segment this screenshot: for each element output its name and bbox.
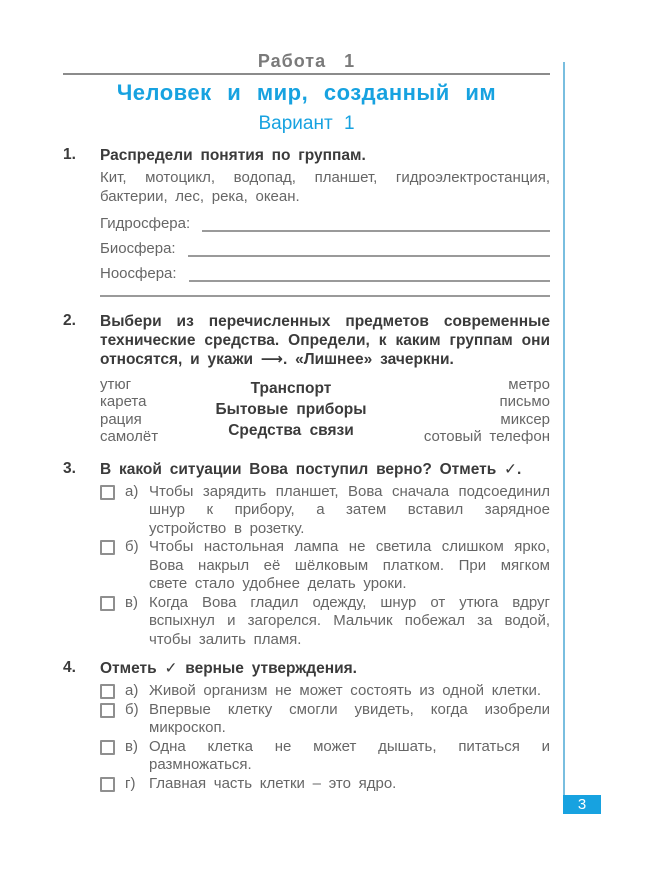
checkbox[interactable] [100, 740, 115, 755]
option-text: Одна клетка не может дышать, питаться и размножаться. [149, 737, 550, 773]
answer-line[interactable] [189, 280, 550, 282]
option-letter: в) [125, 593, 138, 611]
option-text: Когда Вова гладил одежду, шнур от утюга вдруг вспыхнул и загорелся. Мальчик побежал за водой, чтобы залить пламя. [149, 593, 550, 648]
option-b [100, 701, 550, 738]
answer-line[interactable] [100, 286, 550, 297]
option-text: Главная часть клетки – это ядро. [149, 774, 397, 792]
task-heading: Отметь ✓ верные утверждения. [100, 660, 357, 677]
fill-row [100, 236, 550, 261]
fill-label: Биосфера: [100, 240, 176, 257]
word-list: Кит, мотоцикл, водопад, планшет, гидроэлектростанция, бактерии, лес, река, океан. [100, 168, 550, 205]
word-item[interactable]: сотовый телефон [423, 428, 550, 445]
option-letter: а) [125, 482, 139, 500]
group-column [215, 376, 366, 446]
word-item[interactable]: метро [508, 375, 550, 393]
option-text: Живой организм не может состоять из одной клетки. [149, 682, 541, 699]
word-column-right [424, 376, 550, 446]
task-heading: Распредели понятия по группам. [100, 146, 366, 164]
task-number: 4. [63, 659, 76, 676]
option-a [100, 682, 550, 701]
page-number-badge: 3 [563, 795, 601, 814]
checkbox[interactable] [100, 596, 115, 611]
group-label[interactable]: Средства связи [228, 421, 354, 439]
word-item[interactable]: миксер [500, 410, 550, 428]
option-text: Чтобы настольная лампа не светила слишком ярко, Вова накрыл её шёлковым платком. При мягком свете стало удобнее делать уроки. [149, 538, 550, 592]
fill-row [100, 211, 550, 236]
word-item[interactable]: утюг [100, 375, 132, 393]
option-letter: а) [125, 682, 139, 699]
variant-label: Вариант 1 [258, 113, 355, 134]
task-1 [63, 146, 550, 297]
task-2 [63, 312, 550, 446]
page-edge-line [563, 62, 565, 796]
page-content [63, 52, 550, 793]
answer-line[interactable] [188, 255, 550, 257]
option-v [100, 594, 550, 650]
fill-label: Ноосфера: [100, 265, 177, 282]
option-g [100, 775, 550, 794]
option-letter: б) [125, 538, 139, 555]
checkbox[interactable] [100, 703, 115, 718]
task-heading: Выбери из перечисленных предметов современные технические средства. Определи, к каким группам они относятся, и укажи ⟶. «Лишнее» зачеркни. [100, 312, 550, 368]
checkbox[interactable] [100, 684, 115, 699]
task-number: 3. [63, 459, 76, 477]
fill-row [100, 261, 550, 286]
answer-line[interactable] [202, 230, 550, 232]
task-3 [63, 460, 550, 650]
group-label[interactable]: Бытовые приборы [215, 400, 367, 418]
option-letter: б) [125, 700, 139, 718]
word-item[interactable]: самолёт [100, 428, 159, 445]
group-label[interactable]: Транспорт [250, 379, 332, 397]
option-text: Чтобы зарядить планшет, Вова сначала подсоединил шнур к прибору, а затем вставил зарядное устройство в розетку. [149, 482, 550, 537]
checkbox[interactable] [100, 485, 115, 500]
word-item[interactable]: рация [100, 410, 142, 428]
option-v [100, 738, 550, 775]
header-divider [63, 73, 550, 75]
option-letter: г) [125, 774, 136, 792]
checkbox[interactable] [100, 777, 115, 792]
task-heading: В какой ситуации Вова поступил верно? Отметь ✓. [100, 460, 522, 478]
task-4 [63, 659, 550, 793]
option-a [100, 483, 550, 539]
option-text: Впервые клетку смогли увидеть, когда изобрели микроскоп. [149, 700, 550, 736]
word-column-left [100, 376, 158, 446]
page-title: Человек и мир, созданный им [116, 79, 497, 105]
match-exercise [100, 376, 550, 446]
fill-label: Гидросфера: [100, 215, 191, 232]
option-b [100, 538, 550, 594]
work-label: Работа 1 [257, 51, 356, 71]
checkbox[interactable] [100, 540, 115, 555]
word-item[interactable]: карета [100, 393, 147, 410]
word-item[interactable]: письмо [499, 393, 550, 410]
option-letter: в) [125, 737, 138, 755]
task-number: 1. [63, 145, 76, 163]
task-number: 2. [63, 311, 76, 329]
